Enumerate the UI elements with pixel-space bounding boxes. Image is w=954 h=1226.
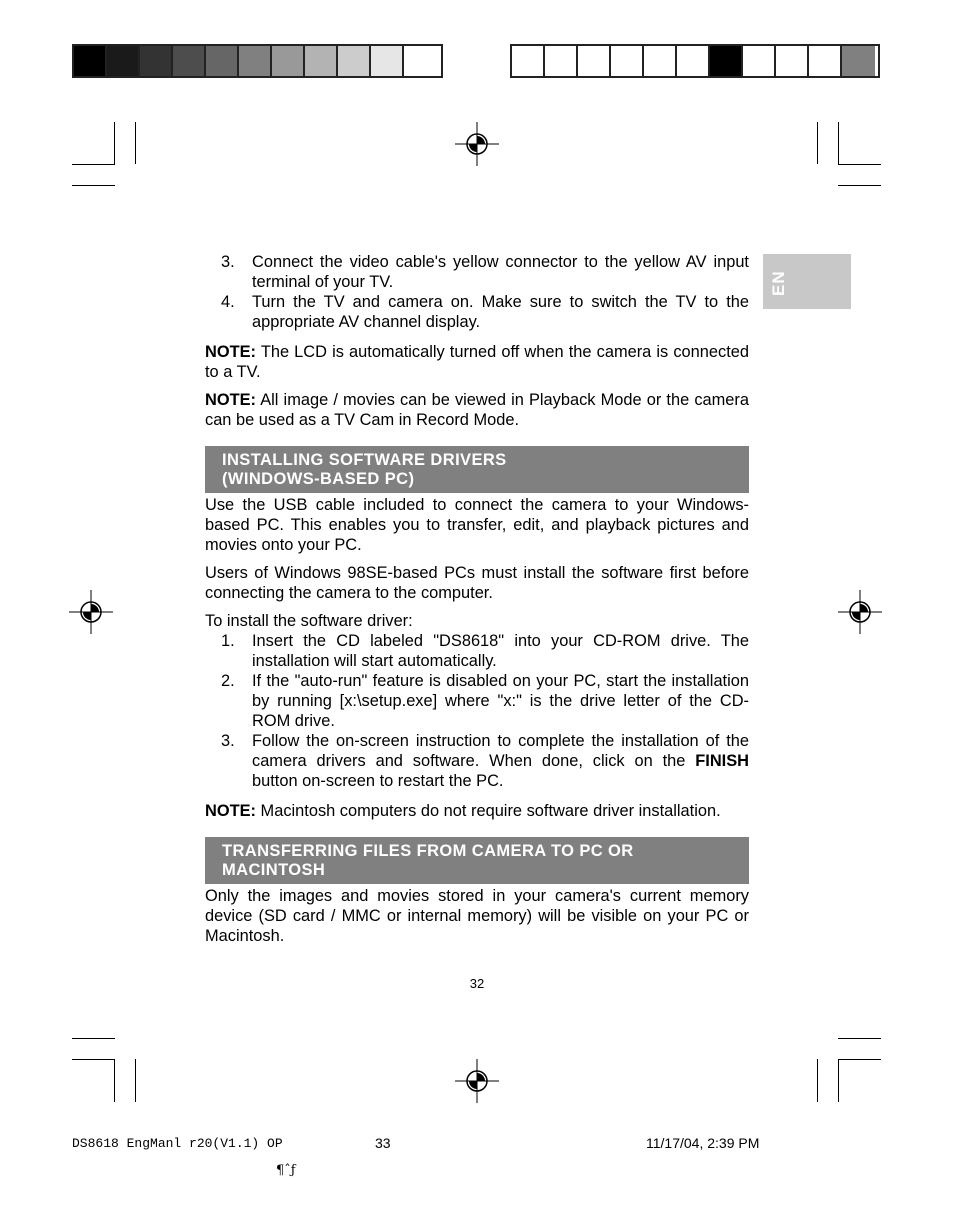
grayscale-bar-left — [72, 44, 443, 78]
footer-sheet-number: 33 — [375, 1135, 391, 1151]
color-swatch — [107, 46, 140, 76]
heading-line: MACINTOSH — [222, 861, 326, 879]
heading-line: INSTALLING SOFTWARE DRIVERS — [222, 451, 507, 469]
color-swatch — [338, 46, 371, 76]
page-number: 32 — [469, 976, 485, 991]
crop-mark — [838, 1059, 881, 1060]
note-paragraph — [205, 390, 749, 430]
body-paragraph: Use the USB cable included to connect the camera to your Windows-based PC. This enables you to transfer, edit, and playback pictures and movies onto your PC. — [205, 496, 749, 554]
heading-line: (WINDOWS-BASED PC) — [222, 470, 415, 488]
crop-mark — [817, 1059, 818, 1102]
crop-mark — [72, 1038, 115, 1039]
finish-keyword: FINISH — [695, 752, 749, 770]
color-swatch — [710, 46, 743, 76]
footer-code: ¶ˆƒ — [276, 1163, 296, 1178]
crop-mark — [817, 122, 818, 164]
crop-mark — [135, 122, 136, 164]
registration-mark-icon — [455, 122, 499, 166]
color-swatch — [545, 46, 578, 76]
color-swatch — [74, 46, 107, 76]
list-item — [205, 631, 749, 671]
registration-mark-icon — [455, 1059, 499, 1103]
color-swatch — [173, 46, 206, 76]
list-item — [205, 731, 749, 791]
color-swatch — [677, 46, 710, 76]
section-heading-installing — [205, 446, 749, 493]
section-heading-transferring — [205, 837, 749, 884]
color-swatch — [272, 46, 305, 76]
list-number: 2. — [221, 672, 235, 690]
color-swatch — [371, 46, 404, 76]
crop-mark — [838, 1059, 839, 1102]
color-swatch — [239, 46, 272, 76]
color-swatch — [578, 46, 611, 76]
page-content — [205, 252, 749, 946]
note-label: NOTE: — [205, 391, 256, 409]
install-steps-list — [205, 631, 749, 791]
color-swatch — [776, 46, 809, 76]
heading-line: TRANSFERRING FILES FROM CAMERA TO PC OR — [222, 842, 634, 860]
crop-mark — [72, 185, 115, 186]
list-item — [205, 252, 749, 292]
list-number: 3. — [221, 732, 235, 750]
body-paragraph: Users of Windows 98SE-based PCs must install the software first before connecting the camera to the computer. — [205, 564, 749, 602]
list-text: Connect the video cable's yellow connector to the yellow AV input terminal of your TV. — [252, 253, 749, 291]
list-item — [205, 671, 749, 731]
footer-date: 11/17/04, 2:39 PM — [646, 1135, 760, 1151]
language-tab-label: EN — [769, 270, 788, 296]
list-text: If the "auto-run" feature is disabled on your PC, start the installation by running [x:\setup.exe] where "x:" is the drive letter of the CD-ROM drive. — [252, 672, 749, 730]
color-swatch — [743, 46, 776, 76]
list-text: Follow the on-screen instruction to complete the installation of the camera drivers and software. When done, click on the — [252, 732, 749, 770]
crop-mark — [135, 1059, 136, 1102]
crop-mark — [72, 164, 115, 165]
note-text: The LCD is automatically turned off when the camera is connected to a TV. — [205, 343, 749, 381]
list-item — [205, 292, 749, 332]
registration-mark-icon — [69, 590, 113, 634]
body-paragraph: To install the software driver: — [205, 612, 413, 630]
list-text: button on-screen to restart the PC. — [252, 772, 504, 790]
color-swatch — [404, 46, 437, 76]
color-swatch — [809, 46, 842, 76]
color-swatch — [611, 46, 644, 76]
note-label: NOTE: — [205, 802, 256, 820]
color-swatch — [512, 46, 545, 76]
note-paragraph — [205, 342, 749, 382]
crop-mark — [114, 1059, 115, 1102]
color-swatch — [842, 46, 875, 76]
crop-mark — [114, 122, 115, 164]
color-swatch — [644, 46, 677, 76]
list-text: Turn the TV and camera on. Make sure to switch the TV to the appropriate AV channel display. — [252, 293, 749, 331]
footer-filename: DS8618 EngManl r20(V1.1) OP — [72, 1136, 283, 1151]
note-text: Macintosh computers do not require software driver installation. — [256, 802, 721, 820]
list-number: 3. — [221, 253, 235, 271]
color-swatch — [140, 46, 173, 76]
list-number: 4. — [221, 293, 235, 311]
note-label: NOTE: — [205, 343, 256, 361]
grayscale-bar-right — [510, 44, 880, 78]
crop-mark — [72, 1059, 115, 1060]
color-swatch — [206, 46, 239, 76]
crop-mark — [838, 1038, 881, 1039]
note-paragraph — [205, 801, 749, 821]
registration-mark-icon — [838, 590, 882, 634]
note-text: All image / movies can be viewed in Playback Mode or the camera can be used as a TV Cam in Record Mode. — [205, 391, 749, 429]
color-swatch — [305, 46, 338, 76]
crop-mark — [838, 164, 881, 165]
language-tab — [763, 254, 851, 309]
list-number: 1. — [221, 632, 235, 650]
crop-mark — [838, 122, 839, 164]
list-text: Insert the CD labeled "DS8618" into your CD-ROM drive. The installation will start automatically. — [252, 632, 749, 670]
connection-steps-list — [205, 252, 749, 332]
body-paragraph: Only the images and movies stored in your camera's current memory device (SD card / MMC or internal memory) will be visible on your PC or Macintosh. — [205, 887, 749, 945]
crop-mark — [838, 185, 881, 186]
